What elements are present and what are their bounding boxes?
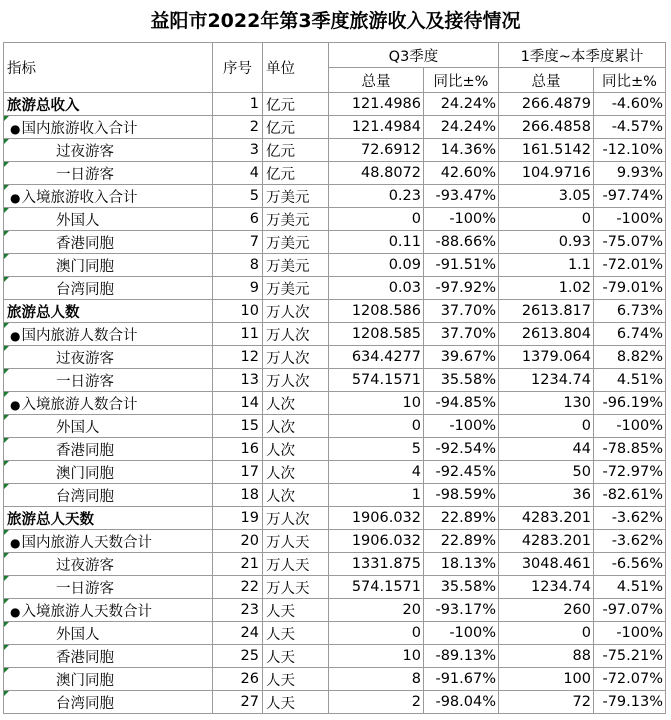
- header-row-1: [4, 43, 666, 68]
- row-label: 外国人: [56, 419, 100, 436]
- cum-total-value: 130: [499, 392, 594, 415]
- bullet-icon: ●: [10, 604, 21, 619]
- table-row: [4, 254, 666, 277]
- cum-total-value: 1.1: [499, 254, 594, 277]
- q3-yoy-value: -98.04%: [424, 691, 499, 714]
- row-label-cell: [4, 185, 213, 208]
- q3-yoy-value: -92.54%: [424, 438, 499, 461]
- cum-yoy-value: -78.85%: [594, 438, 666, 461]
- cum-yoy-value: -100%: [594, 208, 666, 231]
- table-row: [4, 622, 666, 645]
- q3-yoy-value: 37.70%: [424, 323, 499, 346]
- row-seq: 11: [213, 323, 263, 346]
- q3-total-value: 634.4277: [329, 346, 424, 369]
- q3-total-value: 4: [329, 461, 424, 484]
- q3-yoy-value: -88.66%: [424, 231, 499, 254]
- cum-yoy-value: -96.19%: [594, 392, 666, 415]
- row-label: 国内旅游人天数合计: [21, 534, 152, 551]
- cum-total-value: 266.4879: [499, 93, 594, 116]
- q3-yoy-value: 24.24%: [424, 116, 499, 139]
- row-label: 国内旅游人数合计: [21, 327, 138, 344]
- row-unit: 万人次: [263, 300, 329, 323]
- row-unit: 万人次: [263, 323, 329, 346]
- row-label: 澳门同胞: [56, 672, 114, 689]
- cum-total-value: 1379.064: [499, 346, 594, 369]
- q3-total-value: 0.09: [329, 254, 424, 277]
- q3-total-value: 72.6912: [329, 139, 424, 162]
- row-label-cell: [4, 415, 213, 438]
- page-title: 益阳市2022年第3季度旅游收入及接待情况: [150, 10, 521, 32]
- cum-yoy-value: 8.82%: [594, 346, 666, 369]
- header-cumulative: 1季度~本季度累计: [499, 43, 666, 68]
- row-label: 澳门同胞: [56, 465, 114, 482]
- table-row: [4, 93, 666, 116]
- row-label: 一日游客: [56, 580, 114, 597]
- row-label-cell: [4, 599, 213, 622]
- row-seq: 17: [213, 461, 263, 484]
- cum-total-value: 4283.201: [499, 530, 594, 553]
- table-row: [4, 139, 666, 162]
- q3-total-value: 0.23: [329, 185, 424, 208]
- q3-total-value: 10: [329, 645, 424, 668]
- q3-total-value: 1331.875: [329, 553, 424, 576]
- cum-total-value: 0: [499, 622, 594, 645]
- row-label-cell: [4, 484, 213, 507]
- row-unit: 人天: [263, 668, 329, 691]
- table-row: [4, 185, 666, 208]
- cum-yoy-value: -3.62%: [594, 507, 666, 530]
- row-label-cell: [4, 530, 213, 553]
- cum-yoy-value: -72.97%: [594, 461, 666, 484]
- row-label-cell: [4, 139, 213, 162]
- cum-total-value: 44: [499, 438, 594, 461]
- q3-yoy-value: 35.58%: [424, 369, 499, 392]
- q3-total-value: 121.4986: [329, 93, 424, 116]
- cum-yoy-value: -3.62%: [594, 530, 666, 553]
- cum-yoy-value: -79.01%: [594, 277, 666, 300]
- q3-yoy-value: 35.58%: [424, 576, 499, 599]
- q3-yoy-value: 14.36%: [424, 139, 499, 162]
- cum-total-value: 1234.74: [499, 576, 594, 599]
- row-seq: 2: [213, 116, 263, 139]
- row-unit: 人天: [263, 645, 329, 668]
- row-label-cell: [4, 645, 213, 668]
- cum-total-value: 1.02: [499, 277, 594, 300]
- header-cum-yoy: 同比±%: [594, 68, 666, 93]
- table-row: [4, 668, 666, 691]
- table-row: [4, 277, 666, 300]
- row-seq: 13: [213, 369, 263, 392]
- cum-total-value: 161.5142: [499, 139, 594, 162]
- tourism-table: [3, 42, 666, 714]
- cum-total-value: 4283.201: [499, 507, 594, 530]
- q3-total-value: 574.1571: [329, 369, 424, 392]
- row-unit: 万人次: [263, 507, 329, 530]
- cum-yoy-value: -79.13%: [594, 691, 666, 714]
- q3-total-value: 1208.586: [329, 300, 424, 323]
- row-unit: 万美元: [263, 208, 329, 231]
- row-label-cell: [4, 392, 213, 415]
- header-cum-total: 总量: [499, 68, 594, 93]
- bullet-icon: ●: [10, 121, 21, 136]
- table-row: [4, 553, 666, 576]
- row-seq: 21: [213, 553, 263, 576]
- header-seq: 序号: [213, 43, 263, 93]
- row-label-cell: [4, 691, 213, 714]
- row-label-cell: [4, 277, 213, 300]
- row-seq: 1: [213, 93, 263, 116]
- row-label: 台湾同胞: [56, 281, 114, 298]
- table-row: [4, 323, 666, 346]
- row-seq: 6: [213, 208, 263, 231]
- row-unit: 人次: [263, 415, 329, 438]
- row-unit: 人次: [263, 392, 329, 415]
- q3-yoy-value: -92.45%: [424, 461, 499, 484]
- row-label-cell: [4, 553, 213, 576]
- row-unit: 亿元: [263, 116, 329, 139]
- cum-yoy-value: -4.57%: [594, 116, 666, 139]
- table-row: [4, 576, 666, 599]
- row-unit: 万人天: [263, 553, 329, 576]
- row-unit: 万人次: [263, 369, 329, 392]
- row-label: 过夜游客: [56, 143, 114, 160]
- cum-yoy-value: 4.51%: [594, 576, 666, 599]
- q3-yoy-value: -100%: [424, 208, 499, 231]
- row-unit: 万美元: [263, 277, 329, 300]
- row-unit: 万美元: [263, 254, 329, 277]
- row-unit: 万美元: [263, 185, 329, 208]
- q3-total-value: 5: [329, 438, 424, 461]
- row-label: 入境旅游人数合计: [21, 396, 138, 413]
- cum-yoy-value: -72.01%: [594, 254, 666, 277]
- row-label: 一日游客: [56, 166, 114, 183]
- row-seq: 8: [213, 254, 263, 277]
- q3-yoy-value: -98.59%: [424, 484, 499, 507]
- table-row: [4, 346, 666, 369]
- row-label: 澳门同胞: [56, 258, 114, 275]
- row-label-cell: [4, 116, 213, 139]
- row-label-cell: [4, 438, 213, 461]
- table-row: [4, 300, 666, 323]
- row-label: 香港同胞: [56, 235, 114, 252]
- q3-yoy-value: -100%: [424, 415, 499, 438]
- cum-yoy-value: -100%: [594, 622, 666, 645]
- row-unit: 亿元: [263, 162, 329, 185]
- row-unit: 人天: [263, 691, 329, 714]
- q3-total-value: 0: [329, 415, 424, 438]
- q3-total-value: 20: [329, 599, 424, 622]
- q3-yoy-value: 24.24%: [424, 93, 499, 116]
- row-seq: 22: [213, 576, 263, 599]
- cum-total-value: 260: [499, 599, 594, 622]
- table-body: [4, 93, 666, 714]
- row-seq: 14: [213, 392, 263, 415]
- table-row: [4, 392, 666, 415]
- cum-total-value: 72: [499, 691, 594, 714]
- cum-yoy-value: -72.07%: [594, 668, 666, 691]
- q3-total-value: 48.8072: [329, 162, 424, 185]
- row-seq: 16: [213, 438, 263, 461]
- header-q3-total: 总量: [329, 68, 424, 93]
- row-label: 旅游总人数: [7, 304, 80, 321]
- cum-yoy-value: -6.56%: [594, 553, 666, 576]
- cum-total-value: 0: [499, 208, 594, 231]
- row-label-cell: [4, 323, 213, 346]
- cum-yoy-value: -82.61%: [594, 484, 666, 507]
- cum-yoy-value: -75.21%: [594, 645, 666, 668]
- q3-total-value: 0.03: [329, 277, 424, 300]
- cum-total-value: 3.05: [499, 185, 594, 208]
- row-label-cell: [4, 507, 213, 530]
- cum-yoy-value: 4.51%: [594, 369, 666, 392]
- cum-total-value: 2613.804: [499, 323, 594, 346]
- q3-yoy-value: 42.60%: [424, 162, 499, 185]
- row-unit: 人次: [263, 438, 329, 461]
- q3-yoy-value: -100%: [424, 622, 499, 645]
- q3-yoy-value: -97.92%: [424, 277, 499, 300]
- row-unit: 万人次: [263, 346, 329, 369]
- row-unit: 人次: [263, 461, 329, 484]
- bullet-icon: ●: [10, 328, 21, 343]
- q3-total-value: 0: [329, 622, 424, 645]
- row-label: 台湾同胞: [56, 488, 114, 505]
- row-seq: 23: [213, 599, 263, 622]
- row-label: 台湾同胞: [56, 695, 114, 712]
- row-seq: 3: [213, 139, 263, 162]
- header-q3-yoy: 同比±%: [424, 68, 499, 93]
- cum-yoy-value: -75.07%: [594, 231, 666, 254]
- q3-total-value: 2: [329, 691, 424, 714]
- bullet-icon: ●: [10, 190, 21, 205]
- q3-total-value: 10: [329, 392, 424, 415]
- table-row: [4, 208, 666, 231]
- row-seq: 18: [213, 484, 263, 507]
- cum-total-value: 3048.461: [499, 553, 594, 576]
- row-label: 国内旅游收入合计: [21, 120, 138, 137]
- q3-total-value: 574.1571: [329, 576, 424, 599]
- row-seq: 15: [213, 415, 263, 438]
- row-seq: 5: [213, 185, 263, 208]
- row-label-cell: [4, 162, 213, 185]
- table-row: [4, 369, 666, 392]
- q3-yoy-value: -91.51%: [424, 254, 499, 277]
- bullet-icon: ●: [10, 535, 21, 550]
- table-row: [4, 530, 666, 553]
- cum-yoy-value: -97.74%: [594, 185, 666, 208]
- row-seq: 9: [213, 277, 263, 300]
- row-unit: 万人天: [263, 530, 329, 553]
- q3-total-value: 0: [329, 208, 424, 231]
- row-seq: 7: [213, 231, 263, 254]
- cum-yoy-value: 6.74%: [594, 323, 666, 346]
- row-unit: 人次: [263, 484, 329, 507]
- q3-total-value: 0.11: [329, 231, 424, 254]
- q3-total-value: 1906.032: [329, 507, 424, 530]
- row-label-cell: [4, 461, 213, 484]
- q3-yoy-value: -94.85%: [424, 392, 499, 415]
- cum-total-value: 36: [499, 484, 594, 507]
- row-label: 入境旅游人天数合计: [21, 603, 152, 620]
- table-row: [4, 461, 666, 484]
- row-seq: 12: [213, 346, 263, 369]
- cum-yoy-value: -12.10%: [594, 139, 666, 162]
- row-label: 外国人: [56, 212, 100, 229]
- row-seq: 27: [213, 691, 263, 714]
- cum-yoy-value: -100%: [594, 415, 666, 438]
- cum-total-value: 0: [499, 415, 594, 438]
- q3-yoy-value: 22.89%: [424, 530, 499, 553]
- cum-total-value: 88: [499, 645, 594, 668]
- cum-total-value: 50: [499, 461, 594, 484]
- row-label: 外国人: [56, 626, 100, 643]
- q3-yoy-value: 18.13%: [424, 553, 499, 576]
- table-row: [4, 645, 666, 668]
- table-row: [4, 231, 666, 254]
- q3-yoy-value: 22.89%: [424, 507, 499, 530]
- row-label: 香港同胞: [56, 649, 114, 666]
- header-unit: 单位: [263, 43, 329, 93]
- row-label-cell: [4, 346, 213, 369]
- row-label: 一日游客: [56, 373, 114, 390]
- row-label: 入境旅游收入合计: [21, 189, 138, 206]
- row-seq: 19: [213, 507, 263, 530]
- cum-total-value: 104.9716: [499, 162, 594, 185]
- cum-total-value: 2613.817: [499, 300, 594, 323]
- row-label-cell: [4, 576, 213, 599]
- table-row: [4, 438, 666, 461]
- row-label-cell: [4, 369, 213, 392]
- cum-yoy-value: 6.73%: [594, 300, 666, 323]
- cum-yoy-value: 9.93%: [594, 162, 666, 185]
- bullet-icon: ●: [10, 397, 21, 412]
- row-seq: 25: [213, 645, 263, 668]
- row-seq: 10: [213, 300, 263, 323]
- cum-yoy-value: -97.07%: [594, 599, 666, 622]
- cum-total-value: 1234.74: [499, 369, 594, 392]
- q3-total-value: 1208.585: [329, 323, 424, 346]
- row-label: 香港同胞: [56, 442, 114, 459]
- q3-yoy-value: -89.13%: [424, 645, 499, 668]
- q3-yoy-value: -91.67%: [424, 668, 499, 691]
- row-label-cell: [4, 668, 213, 691]
- row-label-cell: [4, 622, 213, 645]
- row-label: 旅游总收入: [7, 97, 80, 114]
- cum-total-value: 100: [499, 668, 594, 691]
- table-row: [4, 484, 666, 507]
- row-seq: 26: [213, 668, 263, 691]
- row-label: 过夜游客: [56, 350, 114, 367]
- cum-total-value: 0.93: [499, 231, 594, 254]
- table-row: [4, 162, 666, 185]
- q3-yoy-value: 37.70%: [424, 300, 499, 323]
- q3-yoy-value: -93.47%: [424, 185, 499, 208]
- q3-yoy-value: -93.17%: [424, 599, 499, 622]
- row-unit: 人天: [263, 599, 329, 622]
- cum-yoy-value: -4.60%: [594, 93, 666, 116]
- row-seq: 4: [213, 162, 263, 185]
- row-seq: 20: [213, 530, 263, 553]
- row-label-cell: [4, 254, 213, 277]
- row-label-cell: [4, 93, 213, 116]
- row-seq: 24: [213, 622, 263, 645]
- header-q3: Q3季度: [329, 43, 499, 68]
- cum-total-value: 266.4858: [499, 116, 594, 139]
- row-label: 过夜游客: [56, 557, 114, 574]
- table-row: [4, 415, 666, 438]
- row-unit: 万人天: [263, 576, 329, 599]
- row-unit: 亿元: [263, 139, 329, 162]
- row-label-cell: [4, 300, 213, 323]
- header-indicator: 指标: [4, 43, 213, 93]
- row-label-cell: [4, 208, 213, 231]
- table-row: [4, 116, 666, 139]
- q3-yoy-value: 39.67%: [424, 346, 499, 369]
- row-unit: 亿元: [263, 93, 329, 116]
- table-row: [4, 599, 666, 622]
- table-row: [4, 507, 666, 530]
- q3-total-value: 8: [329, 668, 424, 691]
- row-unit: 人天: [263, 622, 329, 645]
- table-row: [4, 691, 666, 714]
- q3-total-value: 1906.032: [329, 530, 424, 553]
- q3-total-value: 1: [329, 484, 424, 507]
- row-label: 旅游总人天数: [7, 511, 94, 528]
- row-label-cell: [4, 231, 213, 254]
- row-unit: 万美元: [263, 231, 329, 254]
- q3-total-value: 121.4984: [329, 116, 424, 139]
